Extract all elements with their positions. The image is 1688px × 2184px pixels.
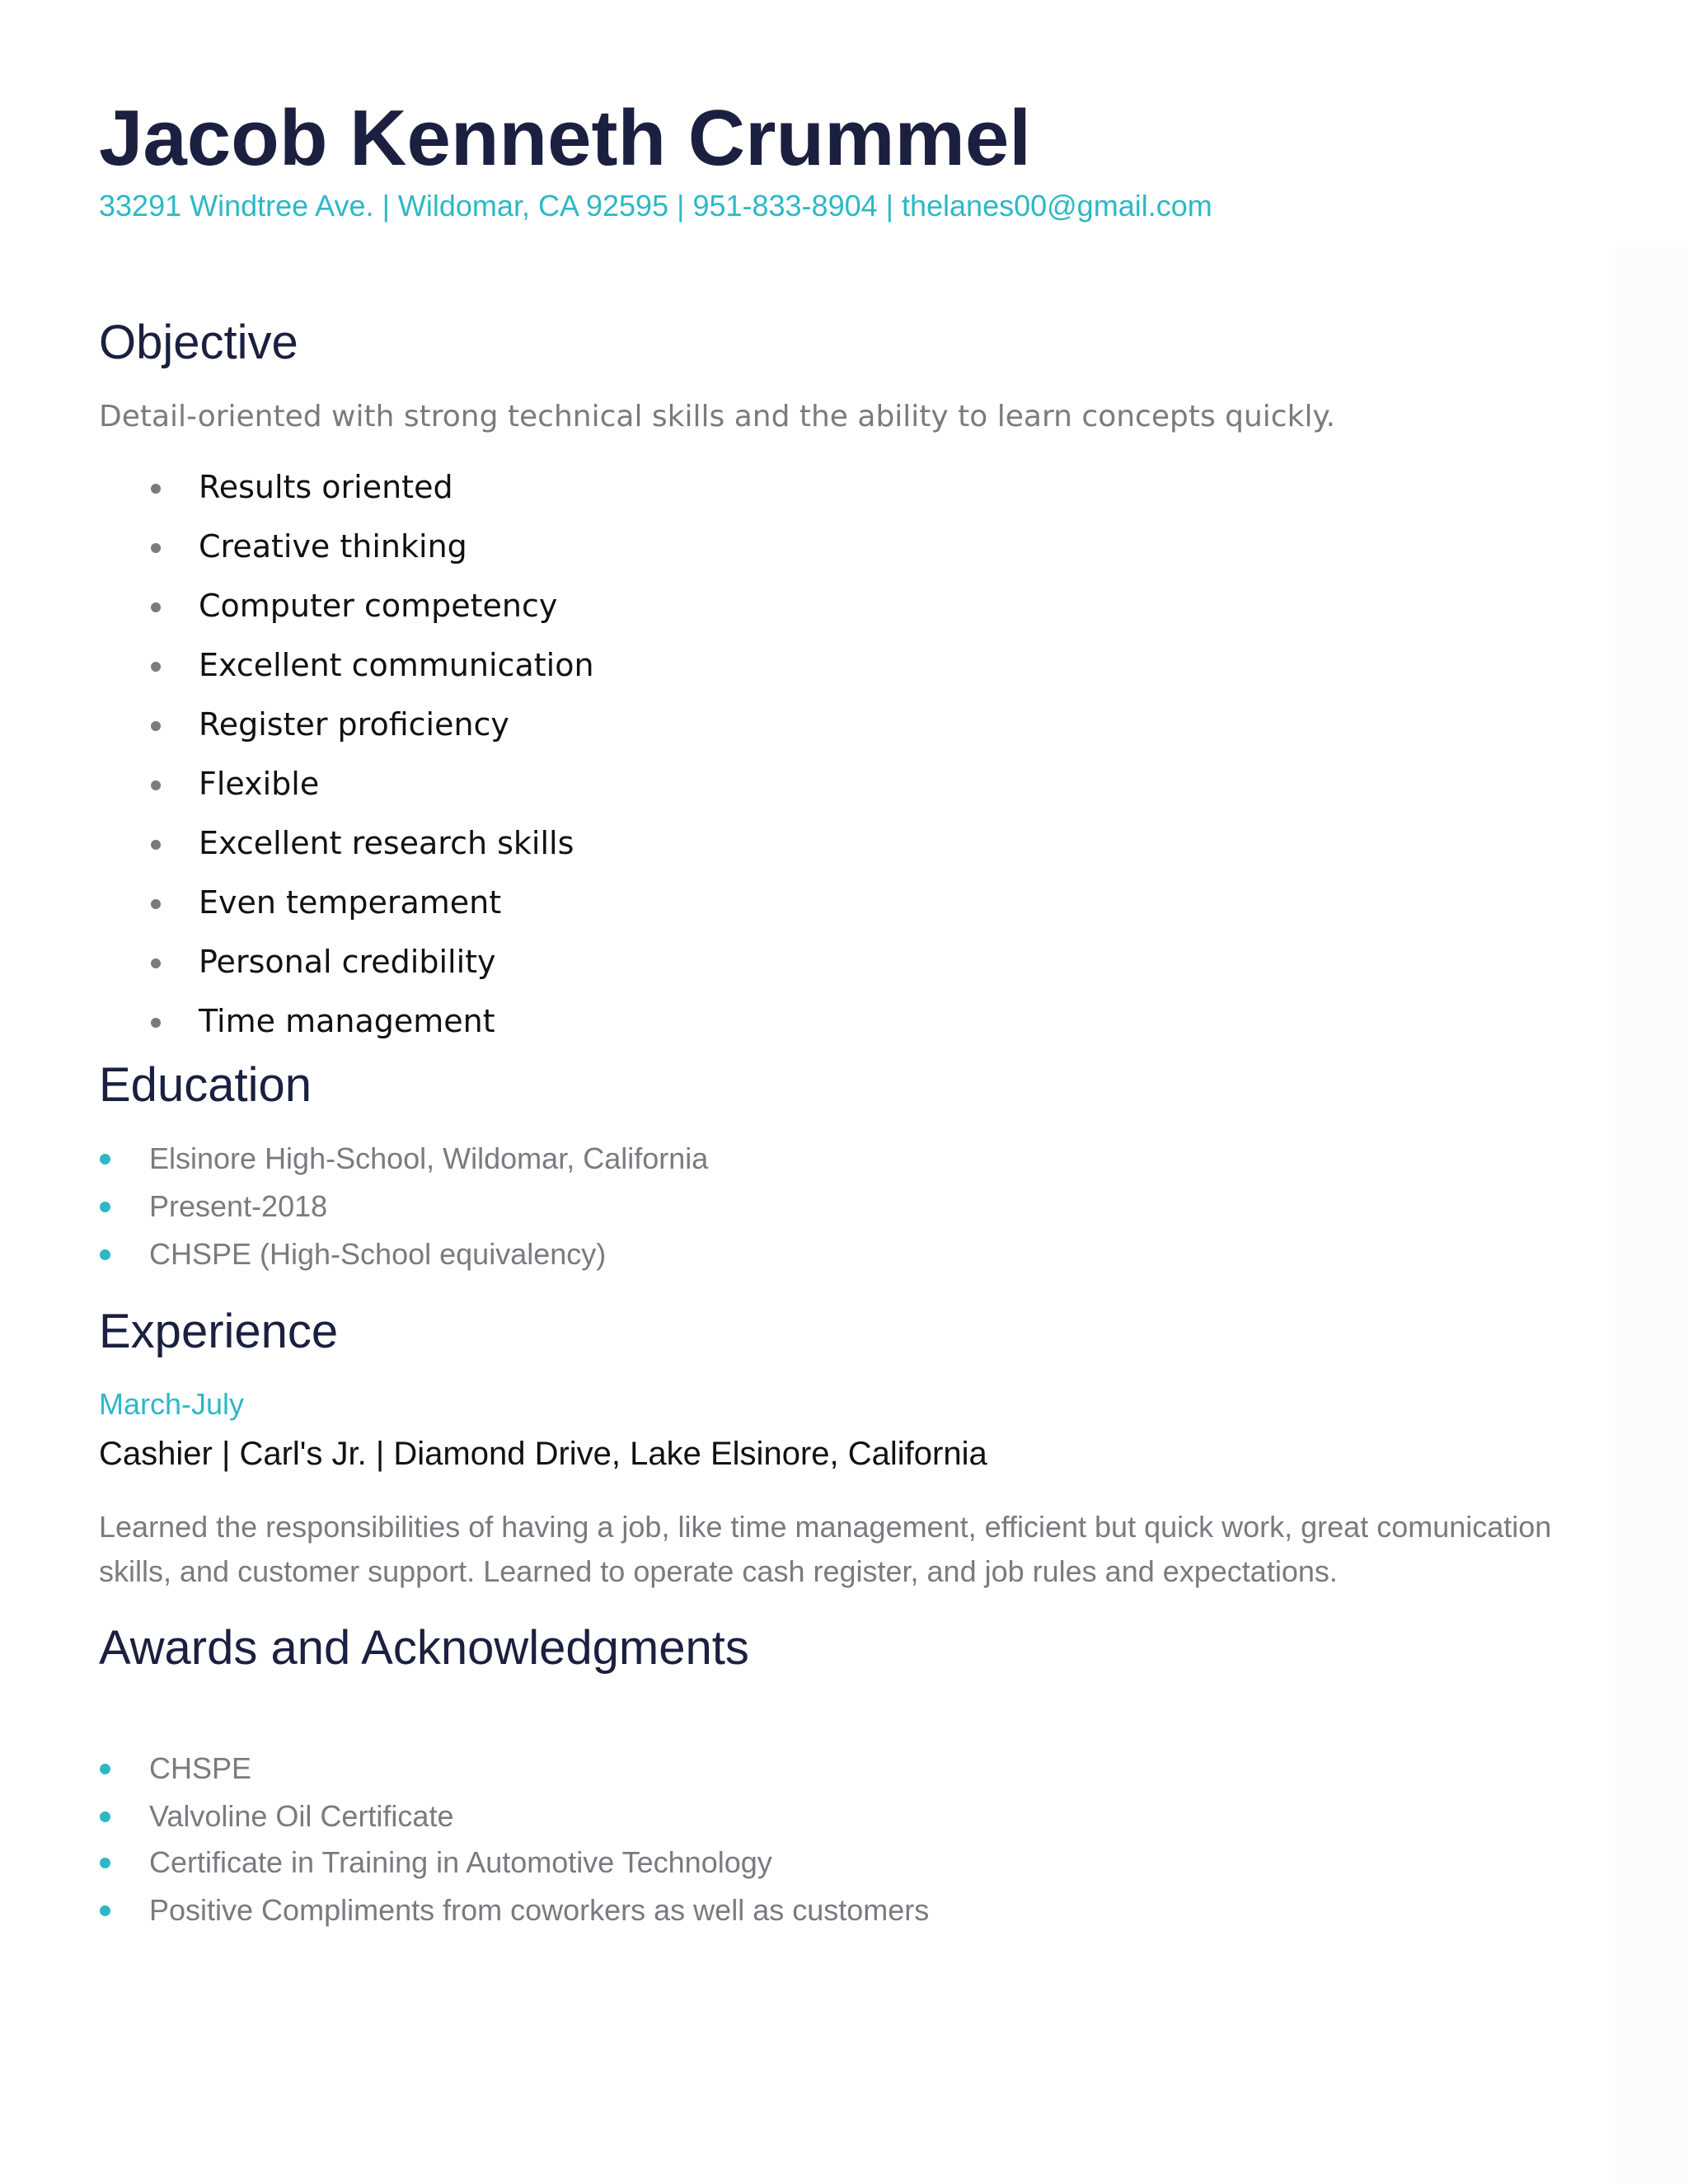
skill-text: Computer competency [199, 588, 558, 624]
education-item: CHSPE (High-School equivalency) [149, 1237, 607, 1271]
education-item: Present-2018 [149, 1189, 328, 1223]
bullet-icon [100, 1905, 110, 1916]
bullet-icon [151, 543, 161, 553]
award-item: CHSPE [149, 1751, 252, 1785]
bullet-icon [100, 1764, 110, 1774]
bullet-icon [100, 1249, 110, 1260]
bullet-icon [151, 602, 161, 612]
bullet-icon [100, 1858, 110, 1868]
skill-text: Register proficiency [199, 706, 509, 743]
award-item: Certificate in Training in Automotive Technology [149, 1845, 772, 1879]
awards-heading: Awards and Acknowledgments [99, 1621, 749, 1675]
skill-text: Excellent research skills [199, 825, 574, 861]
bullet-icon [100, 1811, 110, 1822]
page-margin-shade [1615, 247, 1688, 2184]
skill-text: Personal credibility [199, 944, 496, 980]
bullet-icon [151, 662, 161, 672]
skill-text: Results oriented [199, 469, 453, 505]
experience-title: Cashier | Carl's Jr. | Diamond Drive, Lake Elsinore, California [99, 1436, 987, 1472]
bullet-icon [151, 1018, 161, 1028]
experience-heading: Experience [99, 1305, 339, 1358]
award-item: Positive Compliments from coworkers as well as customers [149, 1893, 930, 1927]
education-item: Elsinore High-School, Wildomar, California [149, 1141, 709, 1175]
bullet-icon [151, 484, 161, 494]
experience-description: Learned the responsibilities of having a job, like time management, efficient but quick work, great comunication skills, and customer support. Learned to operate cash register, and job rules and expectations. [99, 1510, 1552, 1588]
experience-dates: March-July [99, 1387, 245, 1421]
contact-info: 33291 Windtree Ave. | Wildomar, CA 92595 | 951-833-8904 | thelanes00@gmail.com [99, 189, 1212, 223]
award-item: Valvoline Oil Certificate [149, 1799, 454, 1833]
bullet-icon [151, 780, 161, 790]
objective-heading: Objective [99, 316, 298, 369]
bullet-icon [100, 1154, 110, 1165]
objective-text: Detail-oriented with strong technical skills and the ability to learn concepts quickly. [99, 400, 1336, 434]
skill-text: Creative thinking [199, 528, 467, 565]
skill-text: Excellent communication [199, 647, 594, 683]
bullet-icon [151, 840, 161, 850]
bullet-icon [100, 1202, 110, 1212]
bullet-icon [151, 721, 161, 731]
bullet-icon [151, 899, 161, 909]
skill-text: Even temperament [199, 884, 502, 921]
skill-text: Time management [199, 1003, 495, 1039]
skill-text: Flexible [199, 766, 320, 802]
bullet-icon [151, 958, 161, 968]
applicant-name: Jacob Kenneth Crummel [99, 94, 1031, 182]
education-heading: Education [99, 1058, 312, 1112]
